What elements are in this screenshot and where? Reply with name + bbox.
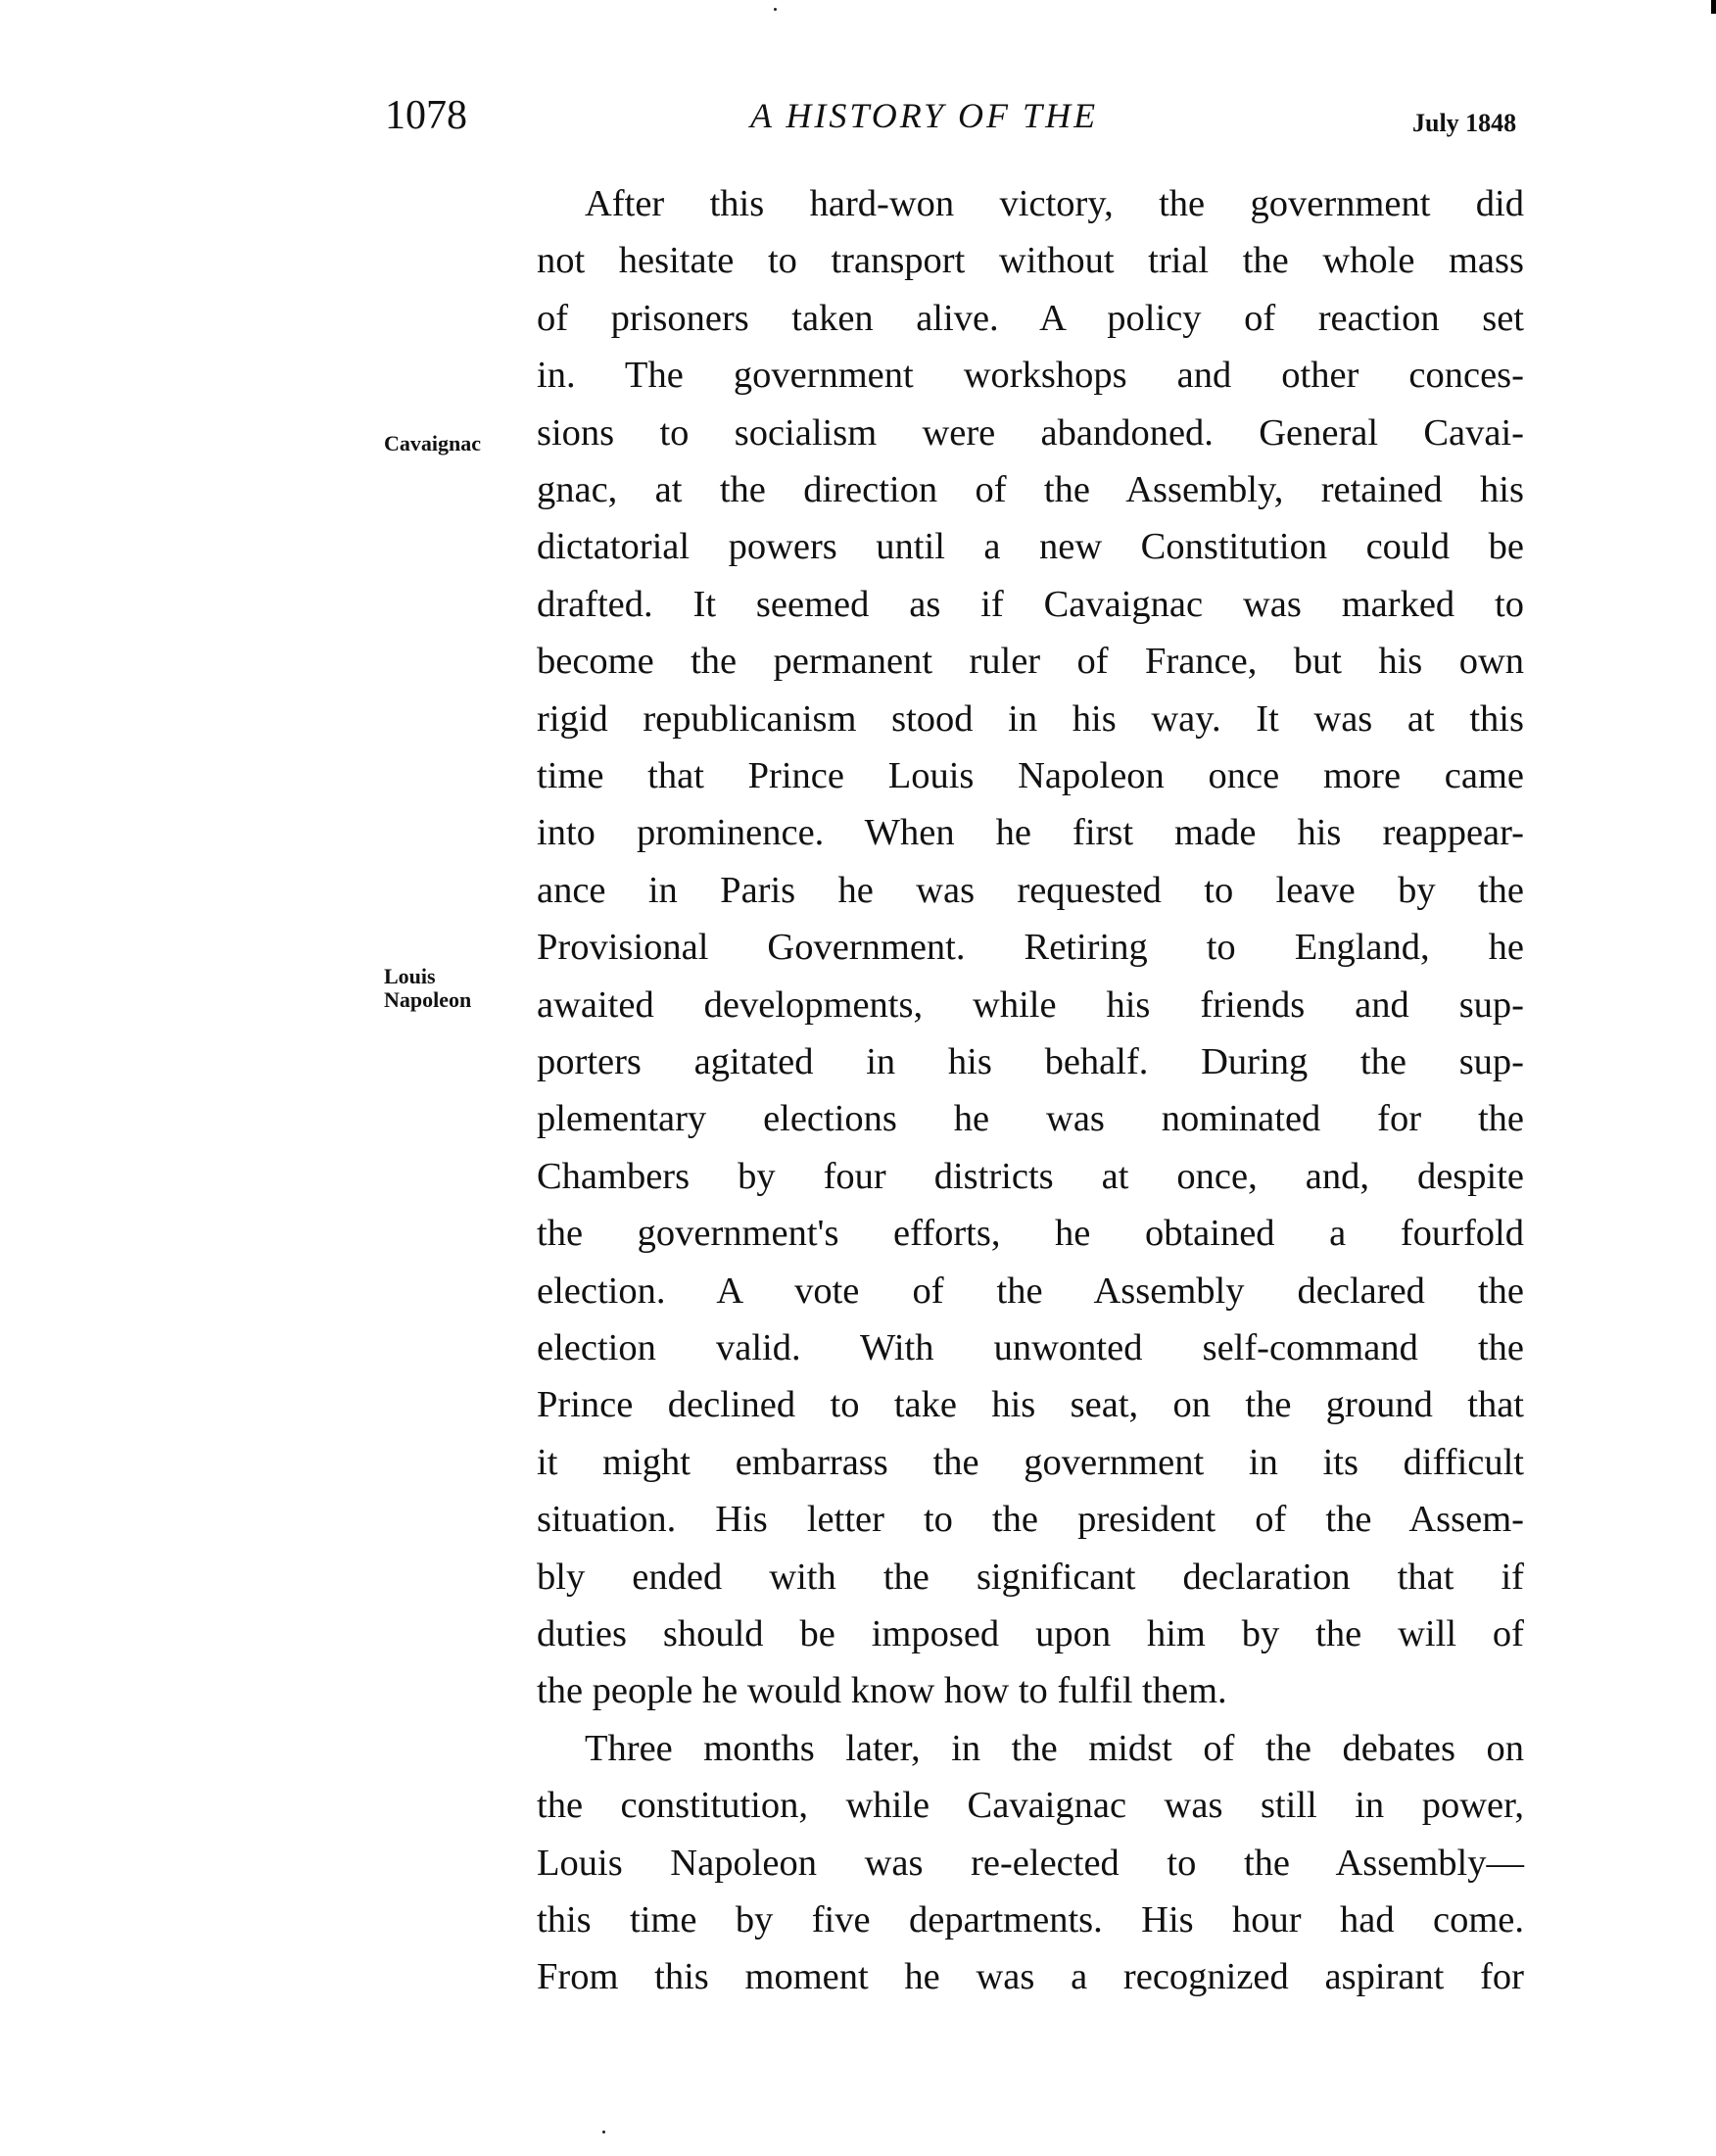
- text-line: bly ended with the significant declaration that if: [537, 1556, 1524, 1598]
- text-line: sions to socialism were abandoned. General Cavai-: [537, 411, 1524, 454]
- scan-speck: [774, 8, 777, 11]
- text-line: From this moment he was a recognized aspirant for: [537, 1956, 1524, 1998]
- page-number: 1078: [385, 93, 467, 138]
- running-title: A HISTORY OF THE: [750, 96, 1099, 135]
- text-line: the government's efforts, he obtained a fourfold: [537, 1213, 1524, 1255]
- text-line: become the permanent ruler of France, but his own: [537, 641, 1524, 683]
- text-line: it might embarrass the government in its difficult: [537, 1441, 1524, 1483]
- text-line: into prominence. When he first made his reappear-: [537, 812, 1524, 854]
- scan-edge-mark: [1711, 0, 1716, 14]
- text-line: situation. His letter to the president of the Assem-: [537, 1499, 1524, 1541]
- text-line: dictatorial powers until a new Constitution could be: [537, 526, 1524, 568]
- text-line: Chambers by four districts at once, and, despite: [537, 1155, 1524, 1197]
- text-line: drafted. It seemed as if Cavaignac was marked to: [537, 583, 1524, 625]
- text-line: this time by five departments. His hour had come.: [537, 1899, 1524, 1940]
- text-line: rigid republicanism stood in his way. It was at this: [537, 697, 1524, 740]
- text-line: awaited developments, while his friends and sup-: [537, 983, 1524, 1026]
- text-line: gnac, at the direction of the Assembly, retained his: [537, 469, 1524, 510]
- text-line: Provisional Government. Retiring to England, he: [537, 927, 1524, 969]
- text-line: election. A vote of the Assembly declared the: [537, 1270, 1524, 1312]
- running-date: July 1848: [1412, 109, 1517, 137]
- text-line: of prisoners taken alive. A policy of reaction set: [537, 297, 1524, 339]
- text-line: time that Prince Louis Napoleon once more came: [537, 755, 1524, 796]
- text-line: duties should be imposed upon him by the will of: [537, 1613, 1524, 1654]
- margin-note: Louis: [384, 963, 436, 988]
- text-line: the constitution, while Cavaignac was still in power,: [537, 1785, 1524, 1827]
- text-line: election valid. With unwonted self-command the: [537, 1327, 1524, 1368]
- scan-speck: [602, 2131, 605, 2133]
- text-line: After this hard-won victory, the government did: [585, 183, 1524, 224]
- margin-note: Cavaignac: [384, 431, 481, 455]
- text-line: ance in Paris he was requested to leave by the: [537, 869, 1524, 911]
- text-line: Louis Napoleon was re-elected to the Assembly—: [537, 1842, 1524, 1884]
- text-line: the people he would know how to fulfil them.: [537, 1670, 1227, 1712]
- text-line: in. The government workshops and other conces-: [537, 355, 1524, 397]
- margin-note: Napoleon: [384, 986, 472, 1012]
- text-line: porters agitated in his behalf. During the sup-: [537, 1041, 1524, 1082]
- text-line: not hesitate to transport without trial the whole mass: [537, 240, 1524, 282]
- text-line: Three months later, in the midst of the debates on: [585, 1727, 1524, 1769]
- text-line: Prince declined to take his seat, on the ground that: [537, 1384, 1524, 1426]
- text-line: plementary elections he was nominated for the: [537, 1098, 1524, 1140]
